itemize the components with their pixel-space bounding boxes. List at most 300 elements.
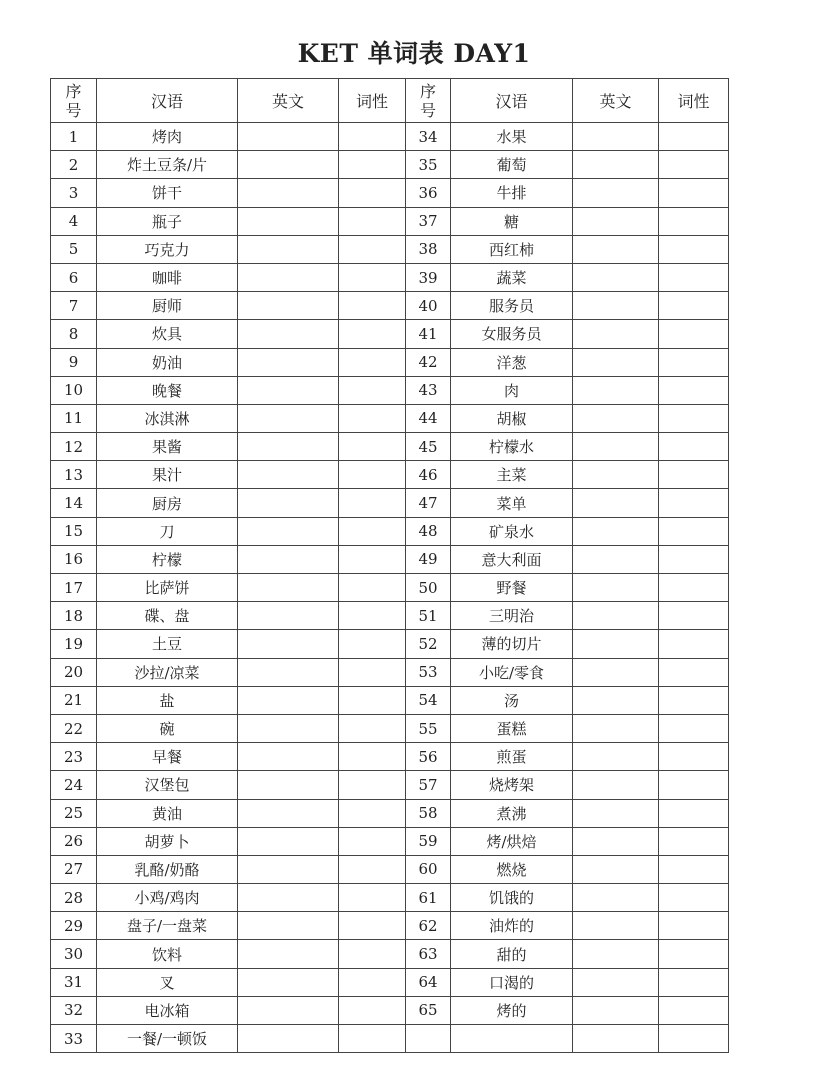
english-answer-cell[interactable] [238,996,339,1024]
pos-answer-cell[interactable] [659,714,729,742]
english-answer-cell[interactable] [573,714,659,742]
header-pos-right: 词性 [659,79,729,123]
pos-answer-cell[interactable] [339,968,406,996]
english-answer-cell[interactable] [573,376,659,404]
table-row [51,855,729,883]
english-answer-cell[interactable] [238,320,339,348]
row-number: 61 [406,884,451,912]
english-answer-cell[interactable] [238,743,339,771]
english-answer-cell[interactable] [238,912,339,940]
chinese-word: 葡萄 [451,151,573,179]
english-answer-cell[interactable] [238,855,339,883]
english-answer-cell[interactable] [573,433,659,461]
pos-answer-cell[interactable] [339,630,406,658]
header-chinese-right: 汉语 [451,79,573,123]
row-number: 44 [406,404,451,432]
chinese-word: 胡椒 [451,404,573,432]
english-answer-cell[interactable] [573,574,659,602]
row-number: 58 [406,799,451,827]
chinese-word: 盘子/一盘菜 [97,912,238,940]
row-number: 45 [406,433,451,461]
pos-answer-cell[interactable] [659,263,729,291]
english-answer-cell[interactable] [238,433,339,461]
row-number: 52 [406,630,451,658]
chinese-word: 烤/烘焙 [451,827,573,855]
english-answer-cell[interactable] [238,658,339,686]
english-answer-cell[interactable] [238,884,339,912]
row-number: 38 [406,235,451,263]
table-row [51,827,729,855]
header-pos-left: 词性 [339,79,406,123]
english-answer-cell[interactable] [573,686,659,714]
pos-answer-cell[interactable] [659,996,729,1024]
english-answer-cell[interactable] [238,630,339,658]
row-number: 49 [406,545,451,573]
row-number: 26 [51,827,97,855]
pos-answer-cell[interactable] [339,320,406,348]
english-answer-cell[interactable] [573,292,659,320]
row-number: 34 [406,123,451,151]
row-number [406,1025,451,1053]
row-number: 51 [406,602,451,630]
chinese-word: 炊具 [97,320,238,348]
chinese-word: 燃烧 [451,855,573,883]
english-answer-cell[interactable] [573,545,659,573]
header-num-left: 序号 [51,79,97,123]
pos-answer-cell[interactable] [339,855,406,883]
row-number: 12 [51,433,97,461]
pos-answer-cell[interactable] [659,658,729,686]
pos-answer-cell[interactable] [659,123,729,151]
row-number: 1 [51,123,97,151]
chinese-word: 水果 [451,123,573,151]
english-answer-cell[interactable] [238,827,339,855]
chinese-word: 黄油 [97,799,238,827]
row-number: 19 [51,630,97,658]
english-answer-cell[interactable] [573,404,659,432]
header-row [51,79,729,123]
chinese-word: 比萨饼 [97,574,238,602]
row-number: 43 [406,376,451,404]
pos-answer-cell[interactable] [659,292,729,320]
chinese-word: 牛排 [451,179,573,207]
pos-answer-cell[interactable] [339,799,406,827]
row-number: 21 [51,686,97,714]
pos-answer-cell[interactable] [659,489,729,517]
row-number: 35 [406,151,451,179]
pos-answer-cell[interactable] [339,461,406,489]
pos-answer-cell[interactable] [339,235,406,263]
pos-answer-cell[interactable] [339,376,406,404]
chinese-word: 厨师 [97,292,238,320]
chinese-word: 沙拉/凉菜 [97,658,238,686]
pos-answer-cell[interactable] [339,292,406,320]
chinese-word: 胡萝卜 [97,827,238,855]
pos-answer-cell[interactable] [659,433,729,461]
chinese-word: 柠檬 [97,545,238,573]
english-answer-cell[interactable] [238,123,339,151]
pos-answer-cell[interactable] [339,771,406,799]
pos-answer-cell[interactable] [659,545,729,573]
header-english-left: 英文 [238,79,339,123]
english-answer-cell[interactable] [573,743,659,771]
english-answer-cell[interactable] [238,263,339,291]
row-number: 27 [51,855,97,883]
row-number: 33 [51,1025,97,1053]
english-answer-cell[interactable] [238,179,339,207]
english-answer-cell[interactable] [573,179,659,207]
english-answer-cell[interactable] [238,968,339,996]
english-answer-cell[interactable] [238,1025,339,1053]
row-number: 54 [406,686,451,714]
chinese-word: 服务员 [451,292,573,320]
chinese-word: 一餐/一顿饭 [97,1025,238,1053]
english-answer-cell[interactable] [573,207,659,235]
table-row [51,884,729,912]
row-number: 14 [51,489,97,517]
table-row [51,658,729,686]
chinese-word: 盐 [97,686,238,714]
table-row [51,123,729,151]
english-answer-cell[interactable] [573,827,659,855]
chinese-word: 瓶子 [97,207,238,235]
pos-answer-cell[interactable] [659,912,729,940]
table-row [51,545,729,573]
chinese-word: 肉 [451,376,573,404]
chinese-word: 油炸的 [451,912,573,940]
row-number: 46 [406,461,451,489]
row-number: 60 [406,855,451,883]
chinese-word: 土豆 [97,630,238,658]
chinese-word: 汉堡包 [97,771,238,799]
row-number: 36 [406,179,451,207]
row-number: 17 [51,574,97,602]
pos-answer-cell[interactable] [339,743,406,771]
pos-answer-cell[interactable] [659,630,729,658]
pos-answer-cell[interactable] [339,151,406,179]
english-answer-cell[interactable] [238,404,339,432]
row-number: 59 [406,827,451,855]
chinese-word: 洋葱 [451,348,573,376]
english-answer-cell[interactable] [238,714,339,742]
row-number: 2 [51,151,97,179]
page-title: KET 单词表 DAY1 [297,39,531,68]
row-number: 10 [51,376,97,404]
row-number: 4 [51,207,97,235]
pos-answer-cell[interactable] [659,207,729,235]
header-english-right: 英文 [573,79,659,123]
row-number: 25 [51,799,97,827]
chinese-word: 炸土豆条/片 [97,151,238,179]
chinese-word: 意大利面 [451,545,573,573]
english-answer-cell[interactable] [238,489,339,517]
chinese-word: 饥饿的 [451,884,573,912]
row-number: 13 [51,461,97,489]
row-number: 6 [51,263,97,291]
english-answer-cell[interactable] [238,545,339,573]
chinese-word: 刀 [97,517,238,545]
row-number: 16 [51,545,97,573]
pos-answer-cell[interactable] [339,263,406,291]
english-answer-cell[interactable] [573,940,659,968]
row-number: 30 [51,940,97,968]
english-answer-cell[interactable] [573,151,659,179]
pos-answer-cell[interactable] [339,123,406,151]
pos-answer-cell[interactable] [659,179,729,207]
row-number: 50 [406,574,451,602]
pos-answer-cell[interactable] [659,771,729,799]
row-number: 18 [51,602,97,630]
table-row [51,968,729,996]
pos-answer-cell[interactable] [659,855,729,883]
pos-answer-cell[interactable] [659,348,729,376]
row-number: 41 [406,320,451,348]
english-answer-cell[interactable] [238,602,339,630]
chinese-word: 煮沸 [451,799,573,827]
chinese-word: 柠檬水 [451,433,573,461]
row-number: 57 [406,771,451,799]
table-row [51,433,729,461]
pos-answer-cell[interactable] [659,968,729,996]
chinese-word: 巧克力 [97,235,238,263]
row-number: 48 [406,517,451,545]
table-row [51,263,729,291]
english-answer-cell[interactable] [238,235,339,263]
pos-answer-cell[interactable] [659,404,729,432]
pos-answer-cell[interactable] [339,545,406,573]
row-number: 11 [51,404,97,432]
pos-answer-cell[interactable] [339,207,406,235]
english-answer-cell[interactable] [573,968,659,996]
pos-answer-cell[interactable] [339,348,406,376]
row-number: 62 [406,912,451,940]
table-row [51,461,729,489]
row-number: 64 [406,968,451,996]
pos-answer-cell[interactable] [339,827,406,855]
pos-answer-cell[interactable] [339,912,406,940]
table-row [51,207,729,235]
row-number: 8 [51,320,97,348]
english-answer-cell[interactable] [238,376,339,404]
chinese-word: 矿泉水 [451,517,573,545]
chinese-word: 晚餐 [97,376,238,404]
english-answer-cell[interactable] [573,348,659,376]
pos-answer-cell[interactable] [339,433,406,461]
english-answer-cell[interactable] [573,771,659,799]
table-row [51,686,729,714]
pos-answer-cell[interactable] [339,1025,406,1053]
english-answer-cell[interactable] [573,855,659,883]
pos-answer-cell[interactable] [339,517,406,545]
chinese-word: 碗 [97,714,238,742]
chinese-word: 女服务员 [451,320,573,348]
chinese-word: 汤 [451,686,573,714]
pos-answer-cell[interactable] [659,884,729,912]
pos-answer-cell[interactable] [339,686,406,714]
chinese-word: 果汁 [97,461,238,489]
table-row [51,912,729,940]
chinese-word: 西红柿 [451,235,573,263]
english-answer-cell[interactable] [573,517,659,545]
english-answer-cell[interactable] [573,320,659,348]
pos-answer-cell[interactable] [659,320,729,348]
table-row [51,602,729,630]
chinese-word: 主菜 [451,461,573,489]
row-number: 28 [51,884,97,912]
pos-answer-cell[interactable] [339,658,406,686]
row-number: 3 [51,179,97,207]
row-number: 24 [51,771,97,799]
pos-answer-cell[interactable] [659,376,729,404]
english-answer-cell[interactable] [238,207,339,235]
pos-answer-cell[interactable] [659,461,729,489]
english-answer-cell[interactable] [573,461,659,489]
english-answer-cell[interactable] [573,489,659,517]
english-answer-cell[interactable] [238,686,339,714]
row-number: 40 [406,292,451,320]
table-row [51,630,729,658]
english-answer-cell[interactable] [573,912,659,940]
pos-answer-cell[interactable] [659,743,729,771]
row-number: 5 [51,235,97,263]
row-number: 65 [406,996,451,1024]
chinese-word: 烧烤架 [451,771,573,799]
row-number: 22 [51,714,97,742]
chinese-word: 咖啡 [97,263,238,291]
chinese-word: 饮料 [97,940,238,968]
english-answer-cell[interactable] [238,151,339,179]
english-answer-cell[interactable] [573,1025,659,1053]
english-answer-cell[interactable] [573,630,659,658]
chinese-word: 三明治 [451,602,573,630]
pos-answer-cell[interactable] [339,884,406,912]
pos-answer-cell[interactable] [659,151,729,179]
table-row [51,404,729,432]
pos-answer-cell[interactable] [659,686,729,714]
table-row [51,517,729,545]
english-answer-cell[interactable] [573,602,659,630]
table-row [51,292,729,320]
pos-answer-cell[interactable] [659,1025,729,1053]
table-row [51,771,729,799]
table-row [51,940,729,968]
chinese-word: 小鸡/鸡肉 [97,884,238,912]
header-num-right: 序号 [406,79,451,123]
row-number: 53 [406,658,451,686]
english-answer-cell[interactable] [238,940,339,968]
table-row [51,799,729,827]
row-number: 56 [406,743,451,771]
english-answer-cell[interactable] [573,123,659,151]
chinese-word: 果酱 [97,433,238,461]
chinese-word: 奶油 [97,348,238,376]
row-number: 29 [51,912,97,940]
table-row [51,489,729,517]
chinese-word: 厨房 [97,489,238,517]
english-answer-cell[interactable] [573,884,659,912]
chinese-word: 饼干 [97,179,238,207]
chinese-word: 烤的 [451,996,573,1024]
english-answer-cell[interactable] [573,235,659,263]
english-answer-cell[interactable] [238,461,339,489]
table-row [51,179,729,207]
pos-answer-cell[interactable] [659,940,729,968]
vocab-table [50,78,729,1053]
english-answer-cell[interactable] [238,574,339,602]
pos-answer-cell[interactable] [659,602,729,630]
chinese-word: 甜的 [451,940,573,968]
pos-answer-cell[interactable] [339,996,406,1024]
english-answer-cell[interactable] [573,263,659,291]
pos-answer-cell[interactable] [659,517,729,545]
row-number: 23 [51,743,97,771]
chinese-word: 蔬菜 [451,263,573,291]
chinese-word: 叉 [97,968,238,996]
english-answer-cell[interactable] [238,799,339,827]
table-row [51,320,729,348]
chinese-word: 蛋糕 [451,714,573,742]
row-number: 63 [406,940,451,968]
row-number: 55 [406,714,451,742]
row-number: 20 [51,658,97,686]
chinese-word: 薄的切片 [451,630,573,658]
chinese-word: 早餐 [97,743,238,771]
english-answer-cell[interactable] [573,658,659,686]
chinese-word: 小吃/零食 [451,658,573,686]
pos-answer-cell[interactable] [339,489,406,517]
pos-answer-cell[interactable] [339,179,406,207]
table-row [51,1025,729,1053]
table-row [51,743,729,771]
pos-answer-cell[interactable] [659,799,729,827]
chinese-word: 电冰箱 [97,996,238,1024]
pos-answer-cell[interactable] [339,404,406,432]
pos-answer-cell[interactable] [339,940,406,968]
table-row [51,151,729,179]
english-answer-cell[interactable] [573,799,659,827]
chinese-word: 菜单 [451,489,573,517]
table-row [51,574,729,602]
chinese-word: 乳酪/奶酪 [97,855,238,883]
english-answer-cell[interactable] [238,771,339,799]
row-number: 39 [406,263,451,291]
table-row [51,235,729,263]
pos-answer-cell[interactable] [339,602,406,630]
row-number: 9 [51,348,97,376]
chinese-word [451,1025,573,1053]
pos-answer-cell[interactable] [659,235,729,263]
row-number: 32 [51,996,97,1024]
row-number: 7 [51,292,97,320]
row-number: 47 [406,489,451,517]
header-chinese-left: 汉语 [97,79,238,123]
chinese-word: 烤肉 [97,123,238,151]
english-answer-cell[interactable] [238,292,339,320]
pos-answer-cell[interactable] [339,574,406,602]
table-row [51,348,729,376]
chinese-word: 煎蛋 [451,743,573,771]
pos-answer-cell[interactable] [339,714,406,742]
english-answer-cell[interactable] [238,517,339,545]
pos-answer-cell[interactable] [659,827,729,855]
chinese-word: 碟、盘 [97,602,238,630]
row-number: 42 [406,348,451,376]
english-answer-cell[interactable] [573,996,659,1024]
chinese-word: 糖 [451,207,573,235]
english-answer-cell[interactable] [238,348,339,376]
table-row [51,376,729,404]
pos-answer-cell[interactable] [659,574,729,602]
